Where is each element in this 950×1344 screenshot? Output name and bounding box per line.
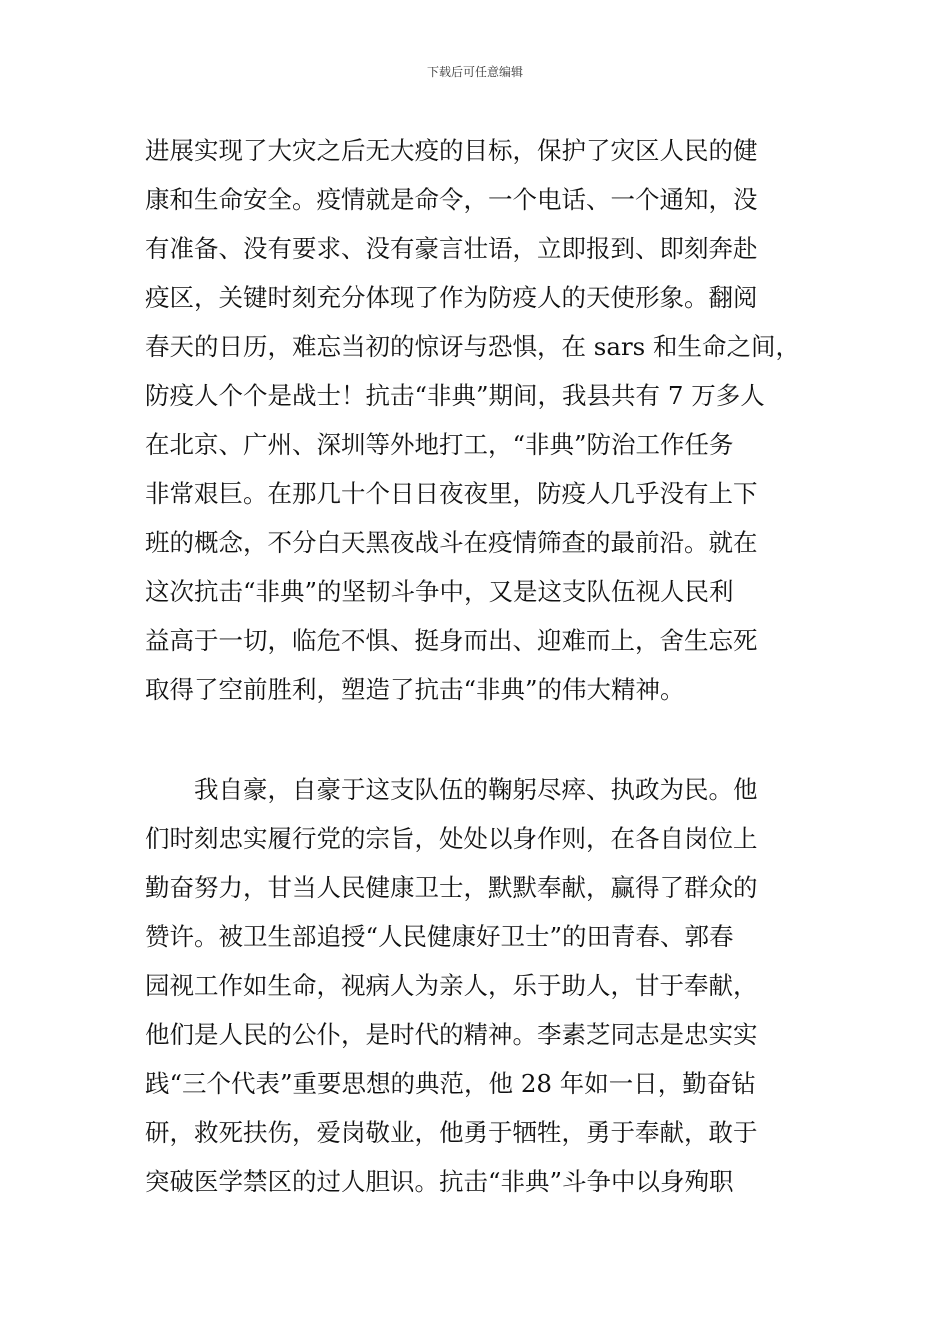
text-line: 研，救死扶伤，爱岗敬业，他勇于牺牲，勇于奉献，敢于 bbox=[145, 1118, 758, 1147]
text-line: 康和生命安全。疫情就是命令，一个电话、一个通知，没 bbox=[145, 185, 758, 214]
document-body bbox=[145, 126, 815, 1206]
text-line: 突破医学禁区的过人胆识。抗击“非典”斗争中以身殉职 bbox=[145, 1167, 734, 1196]
text-line: 进展实现了大灾之后无大疫的目标，保护了灾区人民的健 bbox=[145, 136, 758, 165]
text-line: 我自豪，自豪于这支队伍的鞠躬尽瘁、执政为民。他 bbox=[145, 775, 758, 804]
text-line: 在北京、广州、深圳等外地打工，“非典”防治工作任务 bbox=[145, 430, 734, 459]
text-line: 春天的日历，难忘当初的惊讶与恐惧，在 sars 和生命之间， bbox=[145, 332, 801, 361]
text-line: 取得了空前胜利，塑造了抗击“非典”的伟大精神。 bbox=[145, 675, 685, 704]
text-line: 疫区，关键时刻充分体现了作为防疫人的天使形象。翻阅 bbox=[145, 283, 758, 312]
paragraph-2 bbox=[145, 765, 815, 1206]
text-line: 赞许。被卫生部追授“人民健康好卫士”的田青春、郭春 bbox=[145, 922, 734, 951]
text-line: 这次抗击“非典”的坚韧斗争中，又是这支队伍视人民利 bbox=[145, 577, 734, 606]
text-line: 益高于一切，临危不惧、挺身而出、迎难而上，舍生忘死 bbox=[145, 626, 758, 655]
text-line: 园视工作如生命，视病人为亲人，乐于助人，甘于奉献， bbox=[145, 971, 758, 1000]
text-line: 勤奋努力，甘当人民健康卫士，默默奉献，赢得了群众的 bbox=[145, 873, 758, 902]
text-line: 班的概念，不分白天黑夜战斗在疫情筛查的最前沿。就在 bbox=[145, 528, 758, 557]
text-line: 他们是人民的公仆，是时代的精神。李素芝同志是忠实实 bbox=[145, 1020, 758, 1049]
text-line: 防疫人个个是战士！抗击“非典”期间，我县共有 7 万多人 bbox=[145, 381, 765, 410]
text-line: 非常艰巨。在那几十个日日夜夜里，防疫人几乎没有上下 bbox=[145, 479, 758, 508]
paragraph-spacer bbox=[145, 714, 815, 765]
text-line: 践“三个代表”重要思想的典范，他 28 年如一日，勤奋钻 bbox=[145, 1069, 756, 1098]
page-header: 下载后可任意编辑 bbox=[426, 65, 523, 79]
text-line: 有准备、没有要求、没有豪言壮语，立即报到、即刻奔赴 bbox=[145, 234, 758, 263]
paragraph-1 bbox=[145, 126, 815, 714]
text-line: 们时刻忠实履行党的宗旨，处处以身作则，在各自岗位上 bbox=[145, 824, 758, 853]
